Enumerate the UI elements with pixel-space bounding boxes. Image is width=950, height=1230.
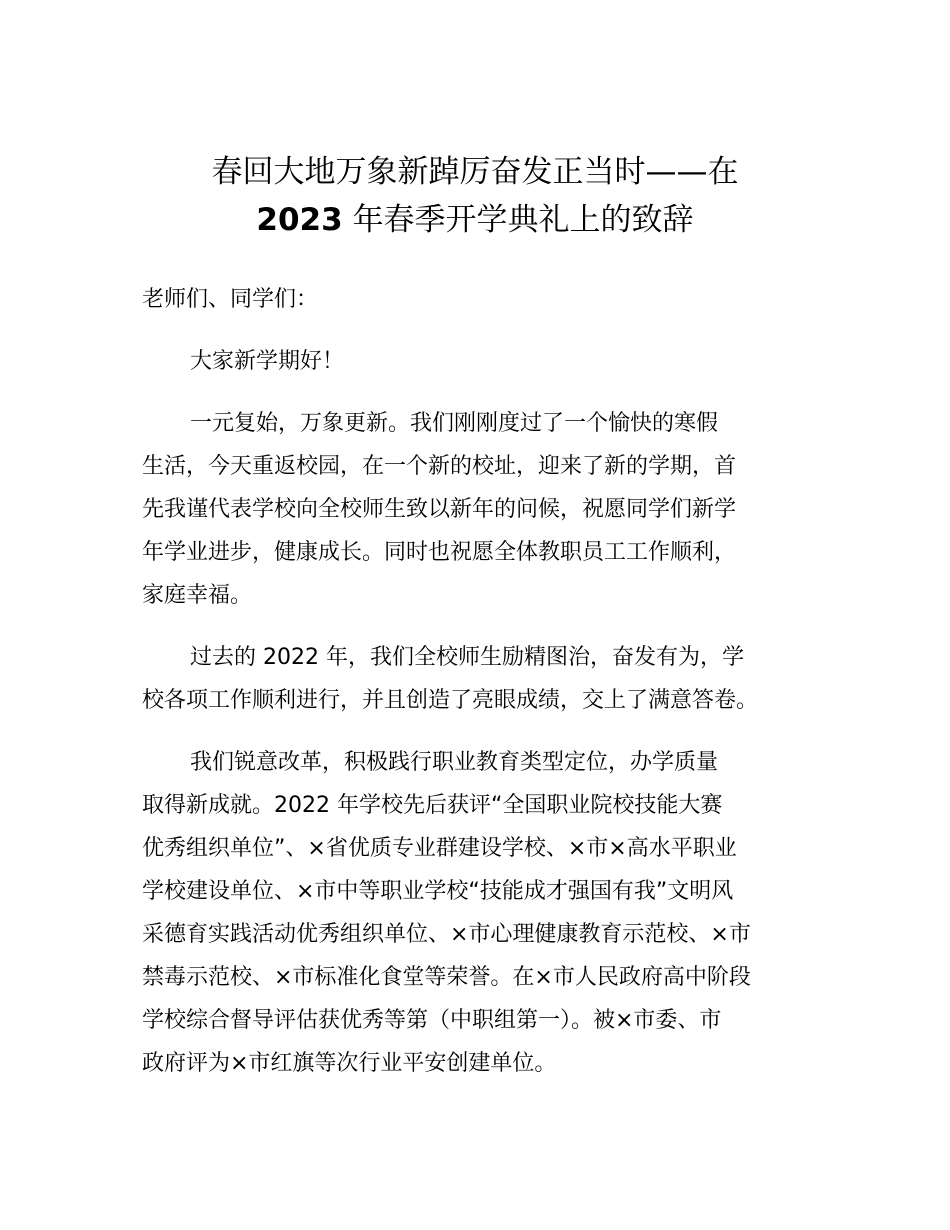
paragraph-line: 校各项工作顺利进行，并且创造了亮眼成绩，交上了满意答卷。 <box>142 688 759 713</box>
paragraph-line: 学校建设单位、×市中等职业学校“技能成才强国有我”文明风 <box>142 879 734 904</box>
paragraph-line: 年学业进步，健康成长。同时也祝愿全体教职员工工作顺利， <box>142 540 737 565</box>
paragraph-line: 禁毒示范校、×市标准化食堂等荣誉。在×市人民政府高中阶段 <box>142 965 751 990</box>
title-year: 2023 <box>256 202 343 238</box>
paragraph-line: 先我谨代表学校向全校师生致以新年的问候，祝愿同学们新学 <box>142 497 737 522</box>
paragraph-line: 优秀组织单位”、×省优质专业群建设学校、×市×高水平职业 <box>142 836 737 861</box>
paragraph-line: 学校综合督导评估获优秀等第（中职组第一）。被×市委、市 <box>142 1008 722 1033</box>
paragraph-2 <box>142 636 822 722</box>
title-line-2-text: 年春季开学典礼上的致辞 <box>352 202 694 238</box>
paragraph-line: 生活，今天重返校园，在一个新的校址，迎来了新的学期，首 <box>142 454 737 479</box>
paragraph-line: 我们锐意改革，积极践行职业教育类型定位，办学质量 <box>190 750 719 775</box>
paragraph-line: 政府评为×市红旗等次行业平安创建单位。 <box>142 1051 557 1076</box>
salutation: 老师们、同学们： <box>142 287 319 312</box>
paragraph-line: 取得新成就。2022 年学校先后获评“全国职业院校技能大赛 <box>142 793 723 818</box>
paragraph-line: 过去的 2022 年，我们全校师生励精图治，奋发有为，学 <box>190 645 744 670</box>
paragraph-line: 家庭幸福。 <box>142 583 253 608</box>
greeting: 大家新学期好！ <box>190 349 345 374</box>
document-body <box>142 278 822 1104</box>
paragraph-1 <box>142 402 822 617</box>
paragraph-line: 采德育实践活动优秀组织单位、×市心理健康教育示范校、×市 <box>142 922 751 947</box>
paragraph-line: 一元复始，万象更新。我们刚刚度过了一个愉快的寒假 <box>190 411 719 436</box>
title-line-1: 春回大地万象新踔厉奋发正当时——在 <box>211 154 739 190</box>
document-title <box>0 148 950 244</box>
title-line-2 <box>0 196 950 244</box>
paragraph-3 <box>142 741 822 1085</box>
